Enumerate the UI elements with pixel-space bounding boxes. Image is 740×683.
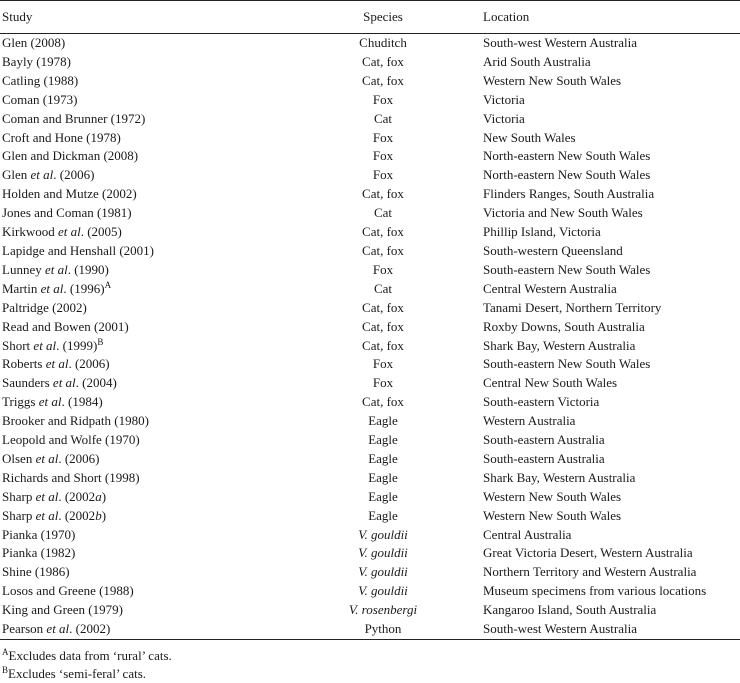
- species-text: V. gouldii: [358, 526, 408, 542]
- cell-location: North-eastern New South Wales: [483, 167, 651, 183]
- species-text: Fox: [372, 356, 394, 372]
- species-text: Fox: [372, 261, 394, 277]
- study-text: Holden and Mutze (2002): [2, 186, 137, 202]
- study-text: . (2004): [75, 375, 117, 391]
- study-text: Martin: [2, 280, 41, 296]
- study-text: . (1990): [67, 261, 109, 277]
- study-text: Pianka (1982): [2, 545, 76, 561]
- species-text: Eagle: [368, 507, 398, 523]
- study-text: Lunney: [2, 261, 45, 277]
- species-text: Fox: [372, 167, 394, 183]
- study-text: Short: [2, 337, 34, 353]
- species-text: V. rosenbergi: [348, 602, 418, 618]
- cell-species: [284, 563, 482, 582]
- cell-location: Victoria: [483, 110, 525, 126]
- species-text: Cat, fox: [362, 318, 404, 334]
- table-row: [0, 620, 740, 639]
- cell-location: North-eastern New South Wales: [483, 148, 651, 164]
- cell-location: Flinders Ranges, South Australia: [483, 186, 655, 202]
- table-row: [0, 166, 740, 185]
- study-text: . (2002): [69, 621, 111, 637]
- cell-study: [0, 242, 284, 261]
- cell-location: Arid South Australia: [483, 53, 591, 69]
- cell-species: [284, 34, 482, 53]
- study-text: et al: [38, 394, 62, 410]
- cell-study: [0, 488, 284, 507]
- study-text: et al: [30, 167, 54, 183]
- cell-species: [284, 242, 482, 261]
- cell-location: Victoria and New South Wales: [483, 205, 643, 221]
- study-text: et al: [45, 356, 69, 372]
- species-text: Fox: [372, 91, 394, 107]
- cell-species: [284, 147, 482, 166]
- cell-study: [0, 223, 284, 242]
- study-text: King and Green (1979): [2, 602, 123, 618]
- cell-location: New South Wales: [483, 129, 576, 145]
- table-row: [0, 431, 740, 450]
- cell-species: [284, 129, 482, 148]
- table-row: [0, 261, 740, 280]
- table-row: [0, 129, 740, 148]
- study-text: et al: [35, 450, 59, 466]
- study-text: Bayly (1978): [2, 53, 71, 69]
- study-text: . (2006): [58, 450, 100, 466]
- cell-species: [284, 582, 482, 601]
- study-text: Triggs: [2, 394, 39, 410]
- species-text: Eagle: [368, 450, 398, 466]
- study-text: Sharp: [2, 488, 36, 504]
- table-row: [0, 450, 740, 469]
- cell-species: [284, 469, 482, 488]
- study-text: Pianka (1970): [2, 526, 76, 542]
- study-text: . (2006): [53, 167, 95, 183]
- species-text: Fox: [372, 375, 394, 391]
- cell-species: [284, 601, 482, 620]
- cell-location: Central New South Wales: [483, 375, 618, 391]
- table-row: [0, 280, 740, 299]
- study-text: et al: [44, 261, 68, 277]
- cell-location: South-west Western Australia: [482, 620, 740, 639]
- cell-location: Western New South Wales: [483, 507, 622, 523]
- species-text: V. gouldii: [358, 545, 408, 561]
- cell-species: [284, 526, 482, 545]
- study-text: Glen and Dickman (2008): [2, 148, 139, 164]
- species-text: Cat, fox: [362, 337, 404, 353]
- cell-study: [0, 337, 284, 356]
- cell-study: [0, 299, 284, 318]
- species-text: Cat, fox: [362, 224, 404, 240]
- cell-study: [0, 318, 284, 337]
- footnote-ref: A: [104, 279, 112, 290]
- table-row: [0, 337, 740, 356]
- table-row: [0, 355, 740, 374]
- study-text: Brooker and Ridpath (1980): [2, 413, 149, 429]
- cell-species: [284, 280, 482, 299]
- cell-study: [0, 34, 284, 53]
- table-row: [0, 488, 740, 507]
- table-header: [0, 1, 740, 34]
- footnotes: [2, 647, 172, 683]
- footnote-text: Excludes data from ‘rural’ cats.: [8, 648, 172, 663]
- species-text: Cat, fox: [362, 53, 404, 69]
- study-text: Sharp: [2, 507, 36, 523]
- study-text: Paltridge (2002): [2, 299, 87, 315]
- table-row: [0, 147, 740, 166]
- study-text: et al: [52, 375, 76, 391]
- cell-species: [284, 544, 482, 563]
- study-text: . (2002: [58, 507, 96, 523]
- species-text: Cat: [373, 280, 393, 296]
- study-text: Pearson: [2, 621, 47, 637]
- study-text: a: [95, 488, 102, 504]
- cell-location: South-eastern New South Wales: [483, 356, 651, 372]
- cell-species: [284, 204, 482, 223]
- table-row: [0, 601, 740, 620]
- cell-location: Victoria: [483, 91, 525, 107]
- study-text: Read and Bowen (2001): [2, 318, 129, 334]
- cell-location: South-eastern Victoria: [483, 394, 600, 410]
- footnote-mark: B: [2, 665, 9, 675]
- study-text: et al: [40, 280, 64, 296]
- header-row: [0, 1, 740, 34]
- cell-location: Shark Bay, Western Australia: [483, 337, 636, 353]
- header-species: Species: [284, 1, 482, 34]
- cell-location: Great Victoria Desert, Western Australia: [483, 545, 693, 561]
- species-text: Cat: [373, 110, 393, 126]
- study-text: ): [101, 507, 107, 523]
- study-text: Saunders: [2, 375, 53, 391]
- table-row: [0, 544, 740, 563]
- table-row: [0, 582, 740, 601]
- footnote-mark: A: [2, 647, 9, 657]
- cell-study: [0, 582, 284, 601]
- cell-study: [0, 393, 284, 412]
- study-text: b: [95, 507, 102, 523]
- cell-location: Kangaroo Island, South Australia: [483, 602, 657, 618]
- species-text: Cat, fox: [362, 299, 404, 315]
- study-text: Coman and Brunner (1972): [2, 110, 146, 126]
- cell-species: [284, 488, 482, 507]
- cell-species: [284, 185, 482, 204]
- header-study: Study: [0, 1, 284, 34]
- study-text: . (1996): [63, 280, 105, 296]
- table-row: [0, 72, 740, 91]
- table-body: [0, 34, 740, 640]
- cell-species: [284, 223, 482, 242]
- species-text: Cat, fox: [362, 394, 404, 410]
- cell-species: [284, 72, 482, 91]
- cell-species: [284, 110, 482, 129]
- cell-species: [284, 431, 482, 450]
- table-row: [0, 318, 740, 337]
- cell-study: [0, 374, 284, 393]
- cell-study: [0, 110, 284, 129]
- study-text: Coman (1973): [2, 91, 78, 107]
- footnote-b: [2, 665, 172, 683]
- cell-location: Roxby Downs, South Australia: [483, 318, 645, 334]
- species-text: Eagle: [368, 488, 398, 504]
- species-text: Fox: [372, 129, 394, 145]
- study-text: et al: [35, 488, 59, 504]
- cell-study: [0, 72, 284, 91]
- table-row: [0, 110, 740, 129]
- species-text: Eagle: [368, 469, 398, 485]
- cell-location: South-west Western Australia: [483, 35, 637, 50]
- species-text: Python: [364, 621, 402, 637]
- cell-species: [284, 507, 482, 526]
- study-text: Shine (1986): [2, 564, 70, 580]
- cell-species: [284, 393, 482, 412]
- cell-study: [0, 129, 284, 148]
- table-row: [0, 223, 740, 242]
- species-text: Cat, fox: [362, 72, 404, 88]
- cell-location: South-western Queensland: [483, 242, 623, 258]
- study-text: Lapidge and Henshall (2001): [2, 242, 154, 258]
- cell-species: [284, 374, 482, 393]
- study-text: Richards and Short (1998): [2, 469, 140, 485]
- cell-study: [0, 280, 284, 299]
- cell-location: South-eastern New South Wales: [483, 261, 651, 277]
- species-text: Cat, fox: [362, 242, 404, 258]
- cell-species: [284, 355, 482, 374]
- cell-study: [0, 526, 284, 545]
- study-text: . (2006): [68, 356, 110, 372]
- study-text: et al: [46, 621, 70, 637]
- table-row: [0, 53, 740, 72]
- cell-study: [0, 601, 284, 620]
- study-text: Glen (2008): [2, 35, 66, 50]
- cell-location: Museum specimens from various locations: [483, 583, 707, 599]
- species-text: Cat, fox: [362, 186, 404, 202]
- cell-location: Western New South Wales: [483, 72, 622, 88]
- table-row: [0, 412, 740, 431]
- cell-study: [0, 431, 284, 450]
- study-text: . (1984): [61, 394, 103, 410]
- cell-species: [284, 166, 482, 185]
- study-text: Croft and Hone (1978): [2, 129, 121, 145]
- study-text: Catling (1988): [2, 72, 79, 88]
- cell-study: [0, 620, 284, 639]
- table-row: [0, 204, 740, 223]
- cell-location: Phillip Island, Victoria: [483, 224, 601, 240]
- cell-study: [0, 355, 284, 374]
- cell-study: [0, 469, 284, 488]
- cell-species: [284, 91, 482, 110]
- species-text: Cat: [373, 205, 393, 221]
- study-text: ): [101, 488, 107, 504]
- cell-species: [284, 53, 482, 72]
- header-location: Location: [482, 1, 740, 34]
- table-row: [0, 563, 740, 582]
- cell-study: [0, 204, 284, 223]
- cell-study: [0, 563, 284, 582]
- study-text: Olsen: [2, 450, 36, 466]
- cell-species: [284, 318, 482, 337]
- cell-species: [284, 620, 482, 639]
- species-text: V. gouldii: [358, 583, 408, 599]
- table-row: [0, 185, 740, 204]
- table-row: [0, 299, 740, 318]
- cell-species: [284, 412, 482, 431]
- cell-study: [0, 261, 284, 280]
- cell-location: Shark Bay, Western Australia: [483, 469, 636, 485]
- cell-study: [0, 53, 284, 72]
- cell-species: [284, 450, 482, 469]
- study-text: . (1999): [56, 337, 98, 353]
- study-text: . (2002: [58, 488, 96, 504]
- cell-study: [0, 450, 284, 469]
- table-row: [0, 91, 740, 110]
- footnote-text: Excludes ‘semi-feral’ cats.: [8, 666, 147, 681]
- cell-study: [0, 507, 284, 526]
- footnote-ref: B: [97, 336, 104, 347]
- cell-location: Tanami Desert, Northern Territory: [483, 299, 662, 315]
- cell-study: [0, 91, 284, 110]
- study-text: Glen: [2, 167, 31, 183]
- table-row: [0, 507, 740, 526]
- cell-location: South-eastern Australia: [483, 432, 605, 448]
- table-row: [0, 393, 740, 412]
- cell-location: Central Western Australia: [483, 280, 617, 296]
- study-text: Kirkwood: [2, 224, 58, 240]
- study-text: Roberts: [2, 356, 46, 372]
- table-row: [0, 469, 740, 488]
- cell-location: South-eastern Australia: [483, 450, 605, 466]
- study-text: et al: [33, 337, 57, 353]
- cell-study: [0, 185, 284, 204]
- footnote-a: [2, 647, 172, 665]
- study-text: Leopold and Wolfe (1970): [2, 432, 140, 448]
- species-text: Eagle: [368, 413, 398, 429]
- study-text: et al: [35, 507, 59, 523]
- study-text: et al: [57, 224, 81, 240]
- table-row: [0, 242, 740, 261]
- cell-study: [0, 544, 284, 563]
- cell-study: [0, 166, 284, 185]
- cell-location: Western New South Wales: [483, 488, 622, 504]
- table-row: [0, 526, 740, 545]
- study-text: Losos and Greene (1988): [2, 583, 134, 599]
- table-row: [0, 34, 740, 53]
- species-text: V. gouldii: [358, 564, 408, 580]
- cell-species: [284, 299, 482, 318]
- study-text: . (2005): [80, 224, 122, 240]
- cell-location: Western Australia: [483, 413, 576, 429]
- cell-location: Central Australia: [483, 526, 572, 542]
- species-text: Eagle: [368, 432, 398, 448]
- cell-location: Northern Territory and Western Australia: [483, 564, 697, 580]
- species-text: Chuditch: [359, 35, 407, 50]
- cell-study: [0, 412, 284, 431]
- cell-species: [284, 261, 482, 280]
- study-text: Jones and Coman (1981): [2, 205, 132, 221]
- cell-study: [0, 147, 284, 166]
- cell-species: [284, 337, 482, 356]
- species-text: Fox: [372, 148, 394, 164]
- table-row: [0, 374, 740, 393]
